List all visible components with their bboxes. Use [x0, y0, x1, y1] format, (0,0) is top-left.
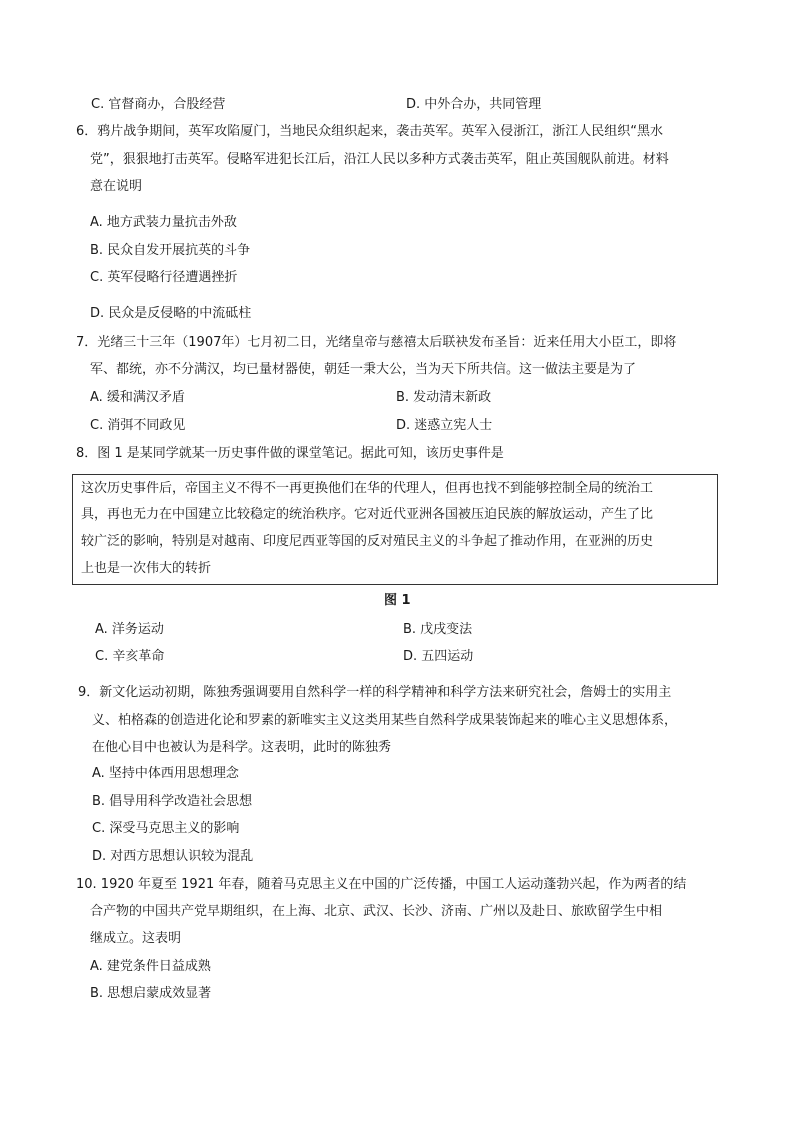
- q9-option-a: A. 坚持中体西用思想理念: [92, 766, 239, 781]
- notes-line-4: 上也是一次伟大的转折: [81, 561, 212, 576]
- q8-stem-line-1: 8．图 1 是某同学就某一历史事件做的课堂笔记。据此可知，该历史事件是: [76, 446, 504, 461]
- q6-option-c: C. 英军侵略行径遭遇挫折: [90, 270, 238, 285]
- figure-1-notes-box: [72, 474, 718, 585]
- q9-stem-line-2: 义、柏格森的创造进化论和罗素的新唯实主义这类用某些自然科学成果装饰起来的唯心主义思想体系，: [92, 713, 678, 728]
- q9-option-d: D. 对西方思想认识较为混乱: [92, 849, 254, 864]
- q8-option-a: A. 洋务运动: [95, 622, 164, 637]
- q10-option-a: A. 建党条件日益成熟: [90, 959, 211, 974]
- q7-option-c: C. 消弭不同政见: [90, 418, 186, 433]
- q5-option-d: D. 中外合办，共同管理: [406, 97, 542, 112]
- q9-option-c: C. 深受马克思主义的影响: [92, 821, 240, 836]
- figure-1-caption: 图 1: [384, 593, 411, 608]
- q6-stem-line-2: 党”，狠狠地打击英军。侵略军进犯长江后，沿江人民以多种方式袭击英军，阻止英国舰队前进。材料: [90, 152, 669, 167]
- q6-option-a: A. 地方武装力量抗击外敌: [90, 215, 237, 230]
- q10-stem-line-2: 合产物的中国共产党早期组织，在上海、北京、武汉、长沙、济南、广州以及赴日、旅欧留学生中相: [90, 904, 663, 919]
- q10-option-b: B. 思想启蒙成效显著: [90, 986, 212, 1001]
- q9-stem-line-1: 9．新文化运动初期，陈独秀强调要用自然科学一样的科学精神和科学方法来研究社会，詹姆士的实用主: [78, 685, 672, 700]
- notes-line-3: 较广泛的影响，特别是对越南、印度尼西亚等国的反对殖民主义的斗争起了推动作用，在亚洲的历史: [81, 534, 654, 549]
- q7-stem-line-2: 军、都统，亦不分满汉，均已量材器使，朝廷一秉大公，当为天下所共信。这一做法主要是为了: [90, 362, 637, 377]
- notes-line-2: 具，再也无力在中国建立比较稳定的统治秩序。它对近代亚洲各国被压迫民族的解放运动，产生了比: [81, 507, 654, 522]
- q6-stem-line-3: 意在说明: [90, 179, 143, 194]
- q7-stem-line-1: 7．光绪三十三年（1907年）七月初二日，光绪皇帝与慈禧太后联袂发布圣旨：近来任用大小臣工，即将: [76, 335, 677, 350]
- q7-option-b: B. 发动清末新政: [396, 390, 492, 405]
- q9-option-b: B. 倡导用科学改造社会思想: [92, 794, 253, 809]
- notes-line-1: 这次历史事件后，帝国主义不得不一再更换他们在华的代理人，但再也找不到能够控制全局的统治工: [81, 481, 654, 496]
- q6-option-b: B. 民众自发开展抗英的斗争: [90, 243, 251, 258]
- q9-stem-line-3: 在他心目中也被认为是科学。这表明，此时的陈独秀: [92, 740, 392, 755]
- q8-option-d: D. 五四运动: [403, 649, 474, 664]
- q6-stem-line-1: 6．鸦片战争期间，英军攻陷厦门，当地民众组织起来，袭击英军。英军入侵浙江，浙江人民组织“黑水: [76, 124, 664, 139]
- q8-option-c: C. 辛亥革命: [95, 649, 165, 664]
- q10-stem-line-3: 继成立。这表明: [90, 931, 182, 946]
- q8-option-b: B. 戊戌变法: [403, 622, 473, 637]
- q5-option-c: C. 官督商办，合股经营: [91, 97, 226, 112]
- q10-stem-line-1: 10. 1920 年夏至 1921 年春，随着马克思主义在中国的广泛传播，中国工人运动蓬勃兴起，作为两者的结: [76, 877, 687, 892]
- q7-option-d: D. 迷惑立宪人士: [396, 418, 493, 433]
- q7-option-a: A. 缓和满汉矛盾: [90, 390, 185, 405]
- q6-option-d: D. 民众是反侵略的中流砥柱: [90, 306, 252, 321]
